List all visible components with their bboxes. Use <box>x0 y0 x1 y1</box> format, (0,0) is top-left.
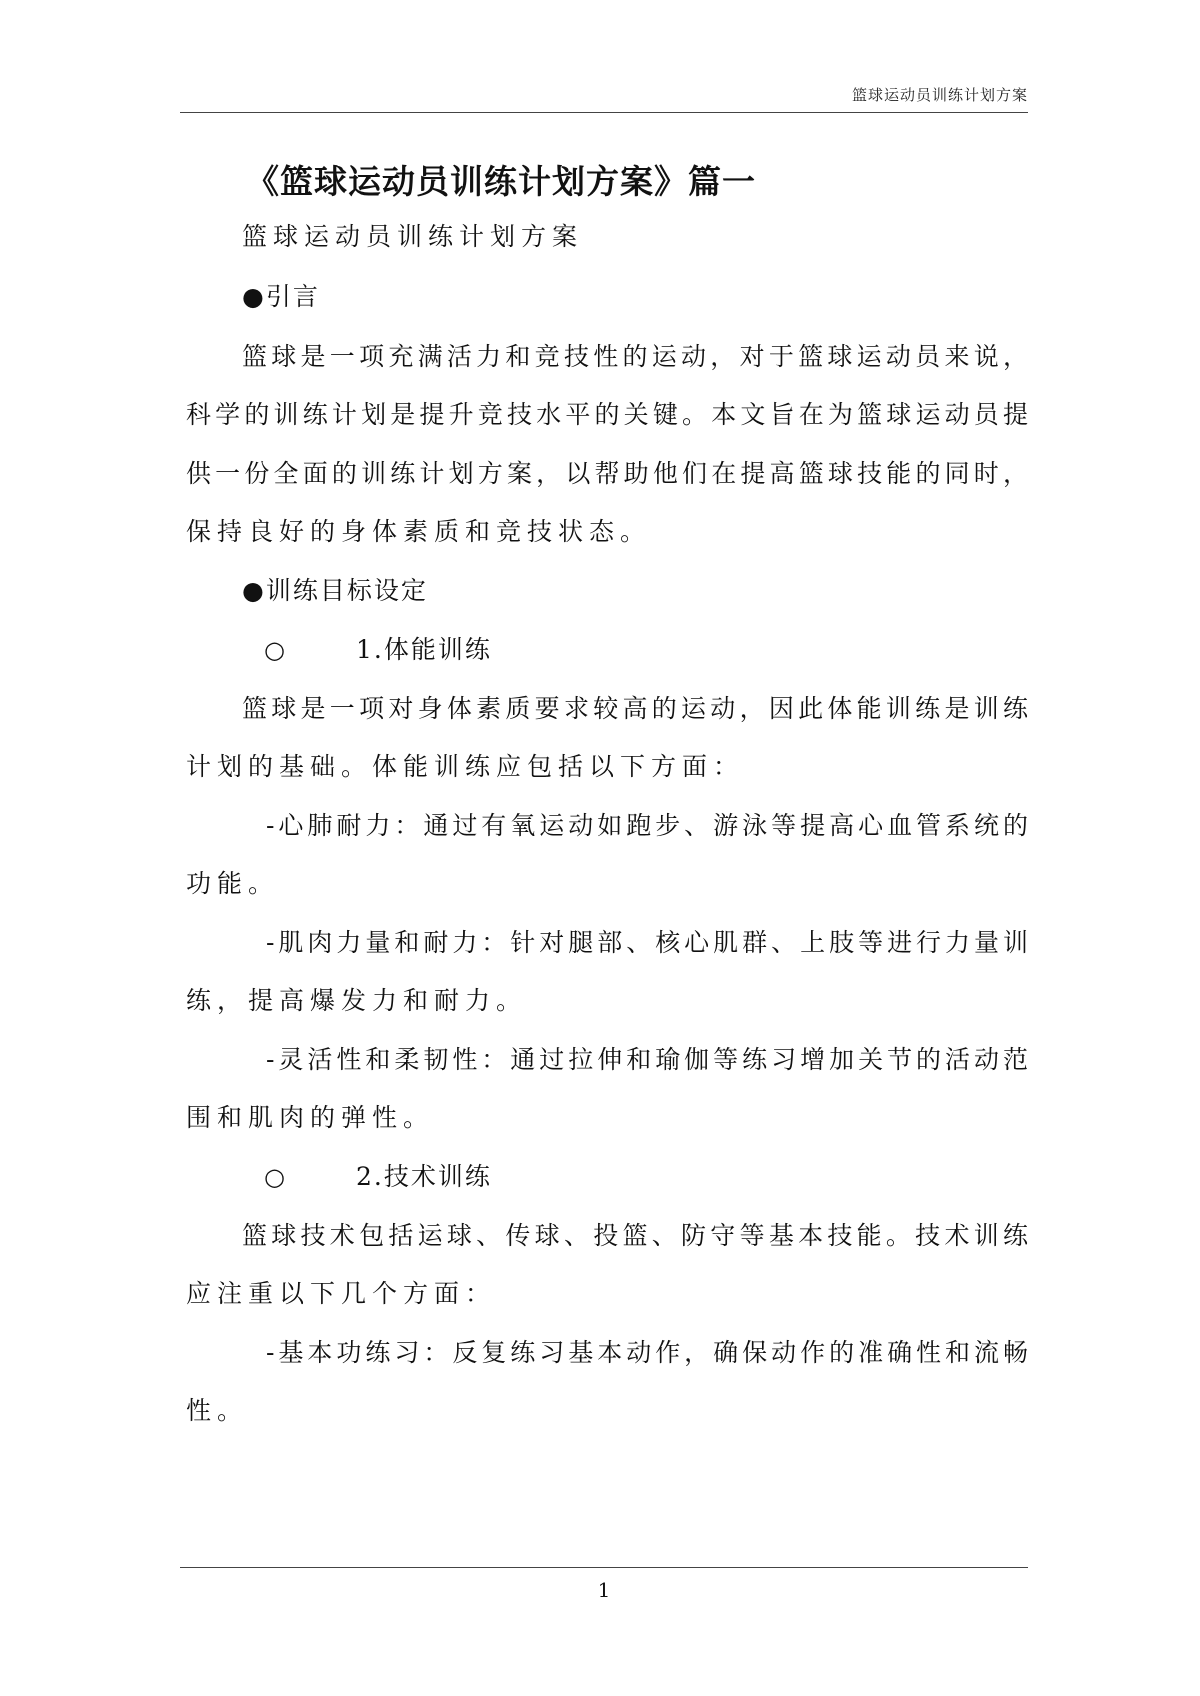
list-item-label: 2.技术训练 <box>356 1162 492 1191</box>
paragraph-line: 篮球是一项对身体素质要求较高的运动，因此体能训练是训练 <box>242 694 1028 723</box>
running-header: 篮球运动员训练计划方案 <box>851 86 1028 104</box>
paragraph-line: 应注重以下几个方面： <box>186 1279 497 1308</box>
circle-bullet-icon: ○ <box>264 636 287 664</box>
paragraph-line: 功能。 <box>186 869 280 898</box>
paragraph-line: -心肺耐力：通过有氧运动如跑步、游泳等提高心血管系统的 <box>266 811 1028 840</box>
section-heading-goals: ●训练目标设定 <box>242 576 428 605</box>
paragraph-line: 供一份全面的训练计划方案，以帮助他们在提高篮球技能的同时， <box>186 459 1028 488</box>
section-heading-intro: ●引言 <box>242 282 320 311</box>
list-item-technical <box>264 1164 1106 1189</box>
paragraph-line: 性。 <box>186 1396 249 1425</box>
paragraph-line: 篮球是一项充满活力和竞技性的运动，对于篮球运动员来说， <box>242 342 1028 371</box>
paragraph-line: 练，提高爆发力和耐力。 <box>186 986 528 1015</box>
header-rule <box>180 112 1028 113</box>
circle-bullet-icon: ○ <box>264 1163 287 1191</box>
page-number: 1 <box>597 1578 611 1602</box>
paragraph-line: 篮球技术包括运球、传球、投篮、防守等基本技能。技术训练 <box>242 1221 1028 1250</box>
paragraph-line: -基本功练习：反复练习基本动作，确保动作的准确性和流畅 <box>266 1338 1028 1367</box>
paragraph-line: 科学的训练计划是提升竞技水平的关键。本文旨在为篮球运动员提 <box>186 400 1028 429</box>
paragraph-line: 围和肌肉的弹性。 <box>186 1103 435 1132</box>
list-item-label: 1.体能训练 <box>356 635 492 664</box>
subtitle: 篮球运动员训练计划方案 <box>242 222 584 251</box>
footer-rule <box>180 1567 1028 1568</box>
paragraph-line: 计划的基础。体能训练应包括以下方面： <box>186 752 745 781</box>
paragraph-line: -肌肉力量和耐力：针对腿部、核心肌群、上肢等进行力量训 <box>266 928 1028 957</box>
list-item-physical <box>264 637 1106 662</box>
document-title: 《篮球运动员训练计划方案》篇一 <box>246 162 756 201</box>
paragraph-line: 保持良好的身体素质和竞技状态。 <box>186 517 652 546</box>
paragraph-line: -灵活性和柔韧性：通过拉伸和瑜伽等练习增加关节的活动范 <box>266 1045 1028 1074</box>
